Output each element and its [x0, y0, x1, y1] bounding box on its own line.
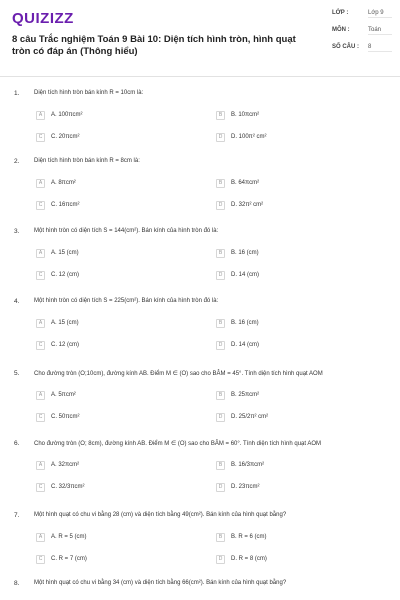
option-text: B. 64πcm²: [231, 180, 260, 186]
option-text: C. 12 (cm): [51, 342, 80, 348]
quizizz-logo: QUIZIZZ: [12, 10, 74, 27]
option-text: B. 10πcm²: [231, 112, 260, 118]
option-letter-box: B: [216, 319, 225, 328]
question-number: 8.: [14, 580, 20, 587]
question-text: Một hình quạt có chu vi bằng 28 (cm) và diện tích bằng 49(cm²). Bán kính của hình quạt bằng?: [34, 512, 287, 518]
option-b[interactable]: [216, 532, 267, 542]
option-letter-box: D: [216, 271, 225, 280]
option-text: A. R = 5 (cm): [51, 534, 87, 540]
meta-label: MÔN :: [332, 27, 350, 33]
option-letter-box: C: [36, 201, 45, 210]
question-number: 6.: [14, 440, 20, 447]
question-text: Một hình quạt có chu vi bằng 34 (cm) và diện tích bằng 66(cm²). Bán kính của hình quạt bằng?: [34, 580, 287, 586]
option-letter-box: C: [36, 341, 45, 350]
option-letter-box: A: [36, 533, 45, 542]
meta-label: SỐ CÂU :: [332, 44, 359, 50]
option-letter-box: D: [216, 413, 225, 422]
option-c[interactable]: [36, 412, 79, 422]
question-number: 5.: [14, 370, 20, 377]
option-d[interactable]: [216, 412, 268, 422]
option-text: D. 14 (cm): [231, 272, 260, 278]
option-text: B. 25πcm²: [231, 392, 260, 398]
option-text: C. 12 (cm): [51, 272, 80, 278]
option-letter-box: A: [36, 249, 45, 258]
question-number: 2.: [14, 158, 20, 165]
worksheet-meta: [332, 10, 392, 61]
option-text: D. 14 (cm): [231, 342, 260, 348]
option-b[interactable]: [216, 248, 259, 258]
option-letter-box: C: [36, 271, 45, 280]
option-letter-box: B: [216, 111, 225, 120]
option-a[interactable]: [36, 318, 79, 328]
option-c[interactable]: [36, 340, 79, 350]
worksheet-header: [0, 0, 400, 77]
option-d[interactable]: [216, 340, 259, 350]
option-text: C. 50πcm²: [51, 414, 80, 420]
question-text: Cho đường tròn (O; 8cm), đường kính AB. Điểm M ∈ (O) sao cho BÂM = 60°. Tính diện tích hình quạt AOM: [34, 441, 322, 447]
option-b[interactable]: [216, 460, 264, 470]
option-letter-box: D: [216, 133, 225, 142]
meta-label: LỚP :: [332, 10, 349, 16]
meta-count: [332, 44, 392, 52]
meta-class: [332, 10, 392, 18]
option-letter-box: C: [36, 483, 45, 492]
option-text: C. 32/3πcm²: [51, 484, 85, 490]
question-text: Diện tích hình tròn bán kính R = 8cm là:: [34, 158, 140, 164]
option-a[interactable]: [36, 248, 79, 258]
option-letter-box: A: [36, 319, 45, 328]
option-letter-box: D: [216, 341, 225, 350]
option-b[interactable]: [216, 110, 259, 120]
option-text: D. 32π² cm²: [231, 202, 264, 208]
option-text: A. 5πcm²: [51, 392, 76, 398]
option-text: D. R = 8 (cm): [231, 556, 267, 562]
question-number: 1.: [14, 90, 20, 97]
question-number: 3.: [14, 228, 20, 235]
option-d[interactable]: [216, 132, 266, 142]
option-letter-box: D: [216, 555, 225, 564]
question-text: Diện tích hình tròn bán kính R = 10cm là:: [34, 90, 144, 96]
option-text: C. 16πcm²: [51, 202, 80, 208]
option-text: B. 16/3πcm²: [231, 462, 265, 468]
option-letter-box: A: [36, 391, 45, 400]
meta-value: Lớp 9: [368, 10, 392, 18]
option-d[interactable]: [216, 554, 267, 564]
option-letter-box: A: [36, 111, 45, 120]
option-text: B. 16 (cm): [231, 320, 259, 326]
option-a[interactable]: [36, 110, 82, 120]
option-letter-box: C: [36, 555, 45, 564]
question-text: Một hình tròn có diện tích S = 225(cm²). Bán kính của hình tròn đó là:: [34, 298, 219, 304]
option-a[interactable]: [36, 390, 76, 400]
option-text: A. 32πcm²: [51, 462, 80, 468]
question-number: 7.: [14, 512, 20, 519]
question-number: 4.: [14, 298, 20, 305]
option-text: A. 15 (cm): [51, 320, 79, 326]
option-d[interactable]: [216, 270, 259, 280]
meta-value: Toán: [368, 27, 392, 35]
option-letter-box: B: [216, 391, 225, 400]
option-c[interactable]: [36, 132, 79, 142]
option-d[interactable]: [216, 200, 263, 210]
question-text: Cho đường tròn (O;10cm), đường kính AB. Điểm M ∈ (O) sao cho BÂM = 45°. Tính diện tích hình quạt AOM: [34, 371, 323, 377]
option-text: D. 23πcm²: [231, 484, 260, 490]
option-c[interactable]: [36, 270, 79, 280]
option-text: A. 8πcm²: [51, 180, 76, 186]
option-b[interactable]: [216, 318, 259, 328]
option-text: C. R = 7 (cm): [51, 556, 87, 562]
option-b[interactable]: [216, 178, 259, 188]
option-text: B. 16 (cm): [231, 250, 259, 256]
question-text: Một hình tròn có diện tích S = 144(cm²). Bán kính của hình tròn đó là:: [34, 228, 219, 234]
option-a[interactable]: [36, 178, 76, 188]
option-d[interactable]: [216, 482, 259, 492]
option-letter-box: A: [36, 179, 45, 188]
option-letter-box: C: [36, 133, 45, 142]
option-letter-box: B: [216, 533, 225, 542]
option-letter-box: B: [216, 179, 225, 188]
option-text: A. 100πcm²: [51, 112, 83, 118]
option-letter-box: A: [36, 461, 45, 470]
worksheet-title: 8 câu Trắc nghiệm Toán 9 Bài 10: Diện tích hình tròn, hình quạt tròn có đáp án (Thông hiểu): [12, 34, 296, 57]
option-c[interactable]: [36, 200, 79, 210]
option-text: C. 20πcm²: [51, 134, 80, 140]
option-c[interactable]: [36, 554, 87, 564]
option-letter-box: B: [216, 249, 225, 258]
option-letter-box: D: [216, 483, 225, 492]
meta-value: 8: [368, 44, 392, 52]
option-a[interactable]: [36, 460, 79, 470]
meta-subject: [332, 27, 392, 35]
option-c[interactable]: [36, 482, 84, 492]
option-letter-box: D: [216, 201, 225, 210]
option-text: D. 25/2π² cm²: [231, 414, 269, 420]
option-letter-box: B: [216, 461, 225, 470]
option-text: D. 100π² cm²: [231, 134, 267, 140]
option-text: A. 15 (cm): [51, 250, 79, 256]
option-a[interactable]: [36, 532, 87, 542]
option-letter-box: C: [36, 413, 45, 422]
option-text: B. R = 6 (cm): [231, 534, 267, 540]
option-b[interactable]: [216, 390, 259, 400]
